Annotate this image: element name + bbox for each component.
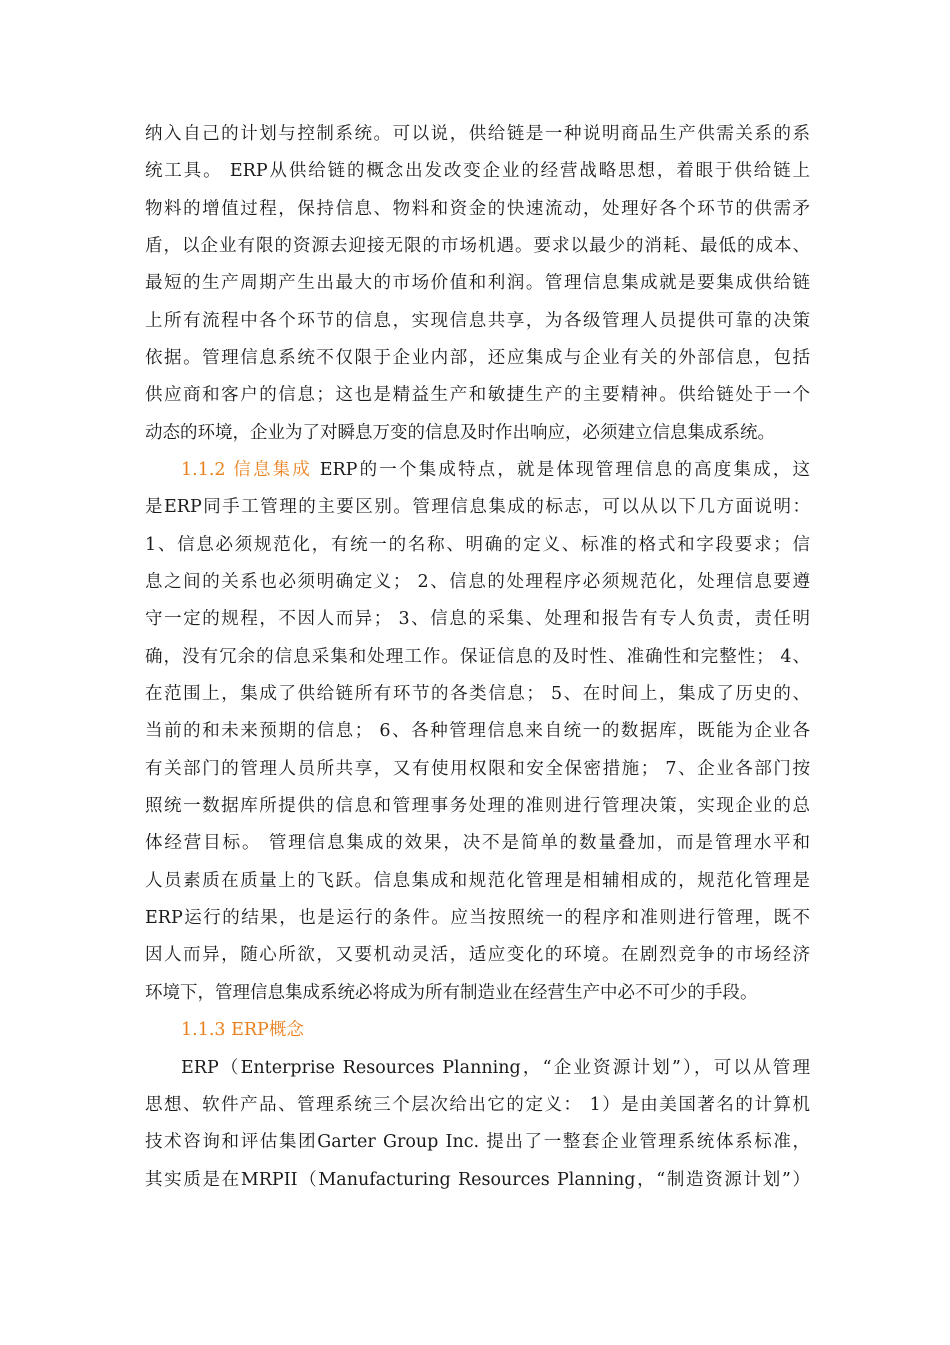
body-line: 守一定的规程，不因人而异； 3、信息的采集、处理和报告有专人负责，责任明	[145, 609, 810, 629]
body-line: 因人而异，随心所欲，又要机动灵活，适应变化的环境。在剧烈竞争的市场经济	[145, 945, 810, 965]
body-line: 纳入自己的计划与控制系统。可以说，供给链是一种说明商品生产供需关系的系	[145, 124, 810, 144]
body-line: 动态的环境，企业为了对瞬息万变的信息及时作出响应，必须建立信息集成系统。	[145, 423, 775, 443]
body-line: 供应商和客户的信息；这也是精益生产和敏捷生产的主要精神。供给链处于一个	[145, 385, 810, 405]
body-line: 统工具。 ERP从供给链的概念出发改变企业的经营战略思想，着眼于供给链上	[145, 161, 810, 181]
body-line: ERP运行的结果，也是运行的条件。应当按照统一的程序和准则进行管理，既不	[145, 908, 810, 928]
body-line: 盾，以企业有限的资源去迎接无限的市场机遇。要求以最少的消耗、最低的成本、	[145, 236, 810, 256]
body-line: 照统一数据库所提供的信息和管理事务处理的准则进行管理决策，实现企业的总	[145, 796, 810, 816]
section-heading-1-1-3: 1.1.3 ERP概念	[181, 1020, 304, 1040]
body-line: 最短的生产周期产生出最大的市场价值和利润。管理信息集成就是要集成供给链	[145, 273, 810, 293]
body-line: 是ERP同手工管理的主要区别。管理信息集成的标志，可以从以下几方面说明：	[145, 497, 810, 517]
body-line: 依据。管理信息系统不仅限于企业内部，还应集成与企业有关的外部信息，包括	[145, 348, 810, 368]
body-line: 确，没有冗余的信息采集和处理工作。保证信息的及时性、准确性和完整性； 4、	[145, 647, 810, 667]
body-line: 在范围上，集成了供给链所有环节的各类信息； 5、在时间上，集成了历史的、	[145, 684, 810, 704]
section-heading-1-1-2: 1.1.2 信息集成	[181, 460, 312, 480]
body-text: ERP的一个集成特点，就是体现管理信息的高度集成，这	[311, 460, 810, 480]
body-line: 物料的增值过程，保持信息、物料和资金的快速流动，处理好各个环节的供需矛	[145, 199, 810, 219]
body-line: 其实质是在MRPII（Manufacturing Resources Planning，“制造资源计划”）	[145, 1170, 810, 1190]
body-line: 环境下，管理信息集成系统必将成为所有制造业在经营生产中必不可少的手段。	[145, 983, 758, 1003]
section-112-first-line	[181, 458, 810, 482]
body-line: 思想、软件产品、管理系统三个层次给出它的定义： 1）是由美国著名的计算机	[145, 1095, 810, 1115]
body-line: 息之间的关系也必须明确定义； 2、信息的处理程序必须规范化，处理信息要遵	[145, 572, 810, 592]
body-line: 当前的和未来预期的信息； 6、各种管理信息来自统一的数据库，既能为企业各	[145, 721, 810, 741]
body-line: 1、信息必须规范化，有统一的名称、明确的定义、标准的格式和字段要求；信	[145, 535, 810, 555]
body-line: 人员素质在质量上的飞跃。信息集成和规范化管理是相辅相成的，规范化管理是	[145, 871, 810, 891]
body-line: 体经营目标。 管理信息集成的效果，决不是简单的数量叠加，而是管理水平和	[145, 833, 810, 853]
body-line: 技术咨询和评估集团Garter Group Inc. 提出了一整套企业管理系统体系标准，	[145, 1132, 810, 1152]
body-line: 有关部门的管理人员所共享，又有使用权限和安全保密措施； 7、企业各部门按	[145, 759, 810, 779]
body-line: 上所有流程中各个环节的信息，实现信息共享，为各级管理人员提供可靠的决策	[145, 311, 810, 331]
body-line: ERP（Enterprise Resources Planning，“企业资源计划”），可以从管理	[181, 1058, 810, 1078]
